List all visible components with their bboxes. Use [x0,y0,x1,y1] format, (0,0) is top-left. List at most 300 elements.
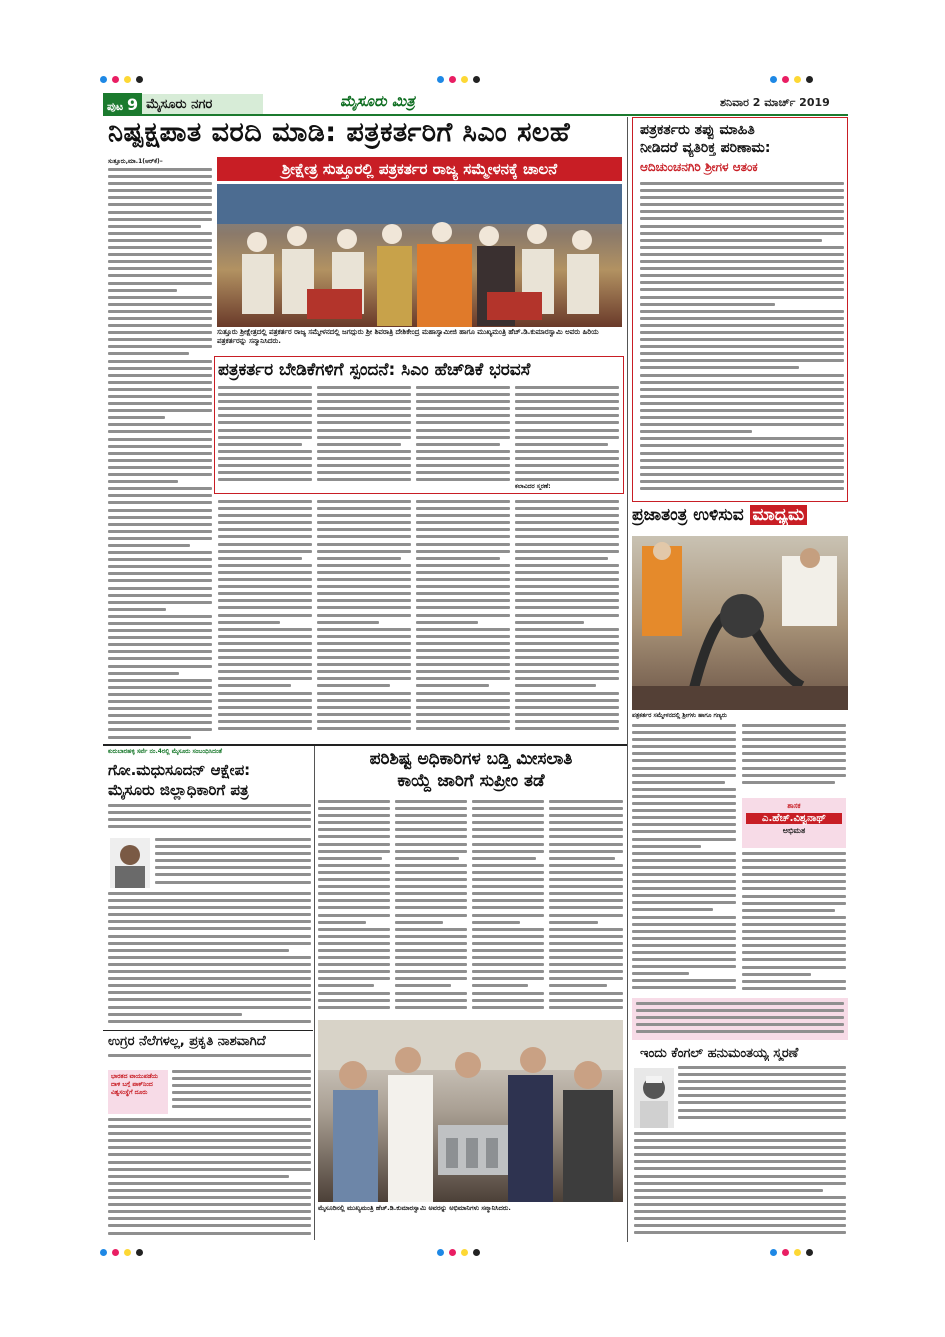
text-line [632,916,736,919]
text-line [108,211,212,214]
text-line [640,374,844,377]
text-line [632,937,736,940]
text-line [742,859,846,862]
text-line [515,599,619,602]
text-line [632,767,736,770]
text-line [318,814,390,817]
text-line [549,970,623,973]
text-line [317,393,411,396]
text-line [108,466,212,469]
lead-story-column-1 [108,158,212,740]
text-line [395,921,443,924]
democracy-photo [632,536,848,710]
text-line [515,713,619,716]
text-line [395,828,467,831]
text-line [108,913,311,916]
text-line [416,543,510,546]
text-line [472,857,536,860]
text-line [416,421,510,424]
text-line [549,843,623,846]
right-top-headline-line-1: ಪತ್ರಕರ್ತರು ತಪ್ಪು ಮಾಹಿತಿ [640,122,755,138]
text-line [318,949,390,952]
text-line [108,246,212,249]
text-line [416,578,510,581]
text-line [108,672,179,675]
text-line [472,906,544,909]
lead-story-column-5 [515,500,619,740]
text-line [108,374,212,377]
text-line [318,843,390,846]
text-line [515,684,596,687]
democracy-headline-part-2: ಮಾಧ್ಯಮ [750,505,808,525]
text-line [108,1020,311,1023]
text-line [416,507,510,510]
text-line [640,274,844,277]
text-line [108,686,212,689]
text-line [549,984,607,987]
text-line [640,225,844,228]
text-line [108,367,212,370]
text-line [317,585,411,588]
text-line [108,579,212,582]
text-line [640,331,844,334]
text-line [218,684,291,687]
text-line [549,807,623,810]
protest-kicker: ಕುರುಬಾರಹಳ್ಳಿ ಸರ್ವೆ ನಂ.4ರಲ್ಲಿ ಮೈಸೂರು ಸಂಬಂಧಿಸಿದಂತೆ [108,748,223,755]
text-line [742,887,846,890]
text-line [317,550,411,553]
text-line [549,857,615,860]
text-line [632,738,736,741]
text-line [632,880,736,883]
text-line [640,487,844,490]
text-line [549,906,623,909]
text-line [640,466,844,469]
text-line [218,464,312,467]
text-line [218,393,312,396]
text-line [108,707,212,710]
text-line [640,359,844,362]
text-line [416,684,489,687]
hanumanthaiah-portrait [634,1068,674,1128]
text-line [549,942,623,945]
text-line [218,599,312,602]
text-line [218,450,312,453]
democracy-photo-caption: ಪತ್ರಕರ್ತರ ಸಮ್ಮೇಳನದಲ್ಲಿ ಶ್ರೀಗಳು ಹಾಗೂ ಗಣ್ಯರು [632,712,727,719]
text-line [549,963,623,966]
text-line [515,450,619,453]
text-line [416,464,510,467]
text-line [317,614,411,617]
text-line [317,635,411,638]
text-line [108,530,212,533]
text-line [416,471,510,474]
text-line [632,887,736,890]
text-line [218,500,312,503]
text-line [416,635,510,638]
text-line [416,670,510,673]
text-line [108,629,212,632]
lead-story-column-4 [416,500,510,740]
column-divider [627,117,628,1242]
text-line [515,614,619,617]
text-line [640,452,844,455]
nature-rule [103,1030,313,1031]
text-line [742,987,846,990]
text-line [318,970,390,973]
text-line [632,958,736,961]
text-line [108,622,212,625]
text-line [218,571,312,574]
text-line [395,843,467,846]
court-headline [318,748,624,792]
text-line [317,464,411,467]
democracy-footnote-box [632,998,848,1040]
text-line [108,523,212,526]
text-line [640,310,844,313]
text-line [108,395,212,398]
text-line [317,649,411,652]
right-top-headline [640,121,845,157]
text-line [218,514,312,517]
text-line [218,421,312,424]
protest-headline-line-2: ಮೈಸೂರು ಜಿಲ್ಲಾಧಿಕಾರಿಗೆ ಪತ್ರ [108,781,249,799]
text-line [472,942,544,945]
text-line [317,429,411,432]
text-line [108,289,177,292]
hanumanthaiah-headline: ಇಂದು ಕೆಂಗಲ್ ಹನುಮಂತಯ್ಯ ಸ್ಮರಣೆ [640,1046,799,1061]
text-line [108,430,212,433]
text-line [218,706,312,709]
text-line [108,1054,311,1057]
sub-story-headline: ಪತ್ರಕರ್ತರ ಬೇಡಿಕೆಗಳಿಗೆ ಸ್ಪಂದನೆ: ಸಿಎಂ ಹೆಚ್‌ಡಿಕೆ ಭರವಸೆ [218,360,531,380]
text-line [108,388,212,391]
text-line [472,928,544,931]
text-line [108,1161,311,1164]
text-line [318,992,390,995]
lead-story-column-3 [317,500,411,740]
text-line [515,628,619,631]
text-line [515,414,619,417]
right-top-body [640,182,844,498]
text-line [640,267,844,270]
text-line [108,643,212,646]
protest-body-2 [108,892,311,1027]
text-line [395,992,467,995]
text-line [515,564,619,567]
text-line [395,864,467,867]
text-line [549,814,623,817]
text-line [108,501,212,504]
text-line [416,386,510,389]
text-line [632,901,736,904]
text-line [416,628,510,631]
text-line [395,914,467,917]
text-line [108,736,191,739]
text-line [640,317,844,320]
text-line [515,727,619,730]
text-line [640,210,844,213]
text-line [108,892,311,895]
court-column-3 [472,800,544,1015]
page-number-badge: ಪುಟ 9 [103,93,142,116]
text-line [317,720,411,723]
text-line [218,677,312,680]
text-line [218,727,312,730]
text-line [640,182,844,185]
text-line [640,303,775,306]
text-line [742,731,846,734]
hanumanthaiah-intro [678,1066,846,1128]
text-line [640,352,844,355]
text-line [472,914,544,917]
text-line [108,516,212,519]
text-line [218,606,312,609]
text-line [108,1210,311,1213]
text-line [472,949,544,952]
text-line [108,345,212,348]
text-line [172,1070,311,1073]
text-line [549,899,623,902]
text-line [108,1224,311,1227]
text-line [515,635,619,638]
democracy-column-1 [632,724,736,994]
text-line [640,232,844,235]
text-line [416,592,510,595]
court-column-4 [549,800,623,1015]
text-line [515,571,619,574]
text-line [108,1006,311,1009]
text-line [416,393,510,396]
text-line [108,331,212,334]
text-line [108,253,212,256]
text-line [416,727,510,730]
text-line [678,1109,846,1112]
text-line [632,795,736,798]
text-line [318,850,390,853]
text-line [640,388,844,391]
text-line [317,514,411,517]
text-line [395,800,467,803]
text-line [416,720,510,723]
issue-date: ಶನಿವಾರ 2 ಮಾರ್ಚ್ 2019 [720,96,830,109]
text-line [317,727,411,730]
text-line [317,684,390,687]
text-line [636,1002,844,1005]
text-line [218,592,312,595]
text-line [317,443,401,446]
right-top-subhead: ಆದಿಚುಂಚನಗಿರಿ ಶ್ರೀಗಳ ಆತಂಕ [640,160,758,174]
text-line [549,892,623,895]
text-line [218,507,312,510]
text-line [549,977,623,980]
text-line [549,828,623,831]
text-line [515,535,619,538]
text-line [640,345,844,348]
text-line [416,677,510,680]
lower-divider [314,746,315,1240]
text-line [108,360,212,363]
text-line [472,814,544,817]
text-line [515,692,619,695]
text-line [318,885,390,888]
text-line [108,942,311,945]
text-line [108,218,212,221]
text-line [472,878,544,881]
text-line [640,239,822,242]
text-line [218,443,302,446]
text-line [318,963,390,966]
text-line [640,260,844,263]
text-line [742,951,846,954]
text-line [472,892,544,895]
lead-headline: ನಿಷ್ಪಕ್ಷಪಾತ ವರದಿ ಮಾಡಿ: ಪತ್ರಕರ್ತರಿಗೆ ಸಿಎಂ ಸಲಹೆ [108,117,571,148]
text-line [549,864,623,867]
text-line [632,724,736,727]
text-line [634,1146,846,1149]
text-line [108,1132,311,1135]
text-line [640,423,844,426]
sub-story-column-1 [218,386,312,490]
text-line [218,649,312,652]
text-line [108,977,311,980]
text-line [108,927,311,930]
text-line [108,1217,311,1220]
text-line [632,979,736,982]
text-line [515,621,584,624]
text-line [218,720,312,723]
text-line [416,407,510,410]
text-line [640,189,844,192]
text-line [416,457,510,460]
text-line [317,663,411,666]
text-line [636,1009,844,1012]
text-line [317,507,411,510]
text-line [108,267,212,270]
text-line [632,838,736,841]
text-line [108,825,311,828]
text-line [636,1023,844,1026]
text-line [218,656,312,659]
text-line [108,225,201,228]
text-line [640,203,844,206]
democracy-headline [632,505,848,533]
text-line [318,864,390,867]
text-line [108,438,212,441]
text-line [742,937,846,940]
text-line [317,571,411,574]
text-line [395,807,467,810]
text-line [416,414,510,417]
text-line [472,963,544,966]
text-line [172,1077,311,1080]
text-line [108,338,212,341]
text-line [317,543,411,546]
text-line [108,1232,311,1235]
text-line [108,920,311,923]
text-line [218,621,280,624]
text-line [318,871,390,874]
text-line [632,951,736,954]
text-line [218,478,312,481]
text-line [108,274,212,277]
byline-name: ಎ.ಹೆಚ್.ವಿಶ್ವನಾಥ್ [746,813,842,824]
text-line [472,843,544,846]
text-line [416,642,510,645]
text-line [317,606,411,609]
text-line [515,436,619,439]
text-line [395,949,467,952]
text-line [632,745,736,748]
text-line [395,928,467,931]
text-line [632,894,736,897]
text-line [416,478,510,481]
text-line [632,944,736,947]
text-line [640,430,752,433]
text-line [108,721,212,724]
text-line [395,899,467,902]
text-line [640,338,844,341]
text-line [108,203,212,206]
text-line [317,407,411,410]
text-line [515,521,619,524]
text-line [742,724,846,727]
text-line [636,1030,844,1033]
text-line [632,788,736,791]
byline-label: ಶಾಸಕ [787,802,801,810]
text-line [108,565,212,568]
text-line [416,550,510,553]
text-line [515,677,619,680]
text-line [515,543,619,546]
text-line [108,728,212,731]
text-line [549,850,623,853]
text-line [395,970,467,973]
text-line [317,592,411,595]
text-line [108,175,212,178]
text-line [108,679,212,682]
text-line [416,614,510,617]
text-line [318,984,374,987]
text-line [318,942,390,945]
text-line [640,296,844,299]
text-line [218,543,312,546]
text-line [472,921,520,924]
text-line [416,599,510,602]
registration-marks-top-right [770,76,813,83]
text-line [318,807,390,810]
text-line [317,642,411,645]
text-line [108,402,212,405]
text-line [515,507,619,510]
text-line [108,324,212,327]
text-line [318,800,390,803]
text-line [515,656,619,659]
text-line [218,699,312,702]
nature-body-2 [108,1118,311,1240]
text-line [218,386,312,389]
text-line [218,670,312,673]
registration-marks-top-center [437,76,480,83]
text-line [742,752,846,755]
text-line [472,800,544,803]
text-line [634,1167,846,1170]
text-line [395,942,467,945]
text-line [678,1087,846,1090]
text-line [317,528,411,531]
text-line [472,935,544,938]
text-line [515,699,619,702]
